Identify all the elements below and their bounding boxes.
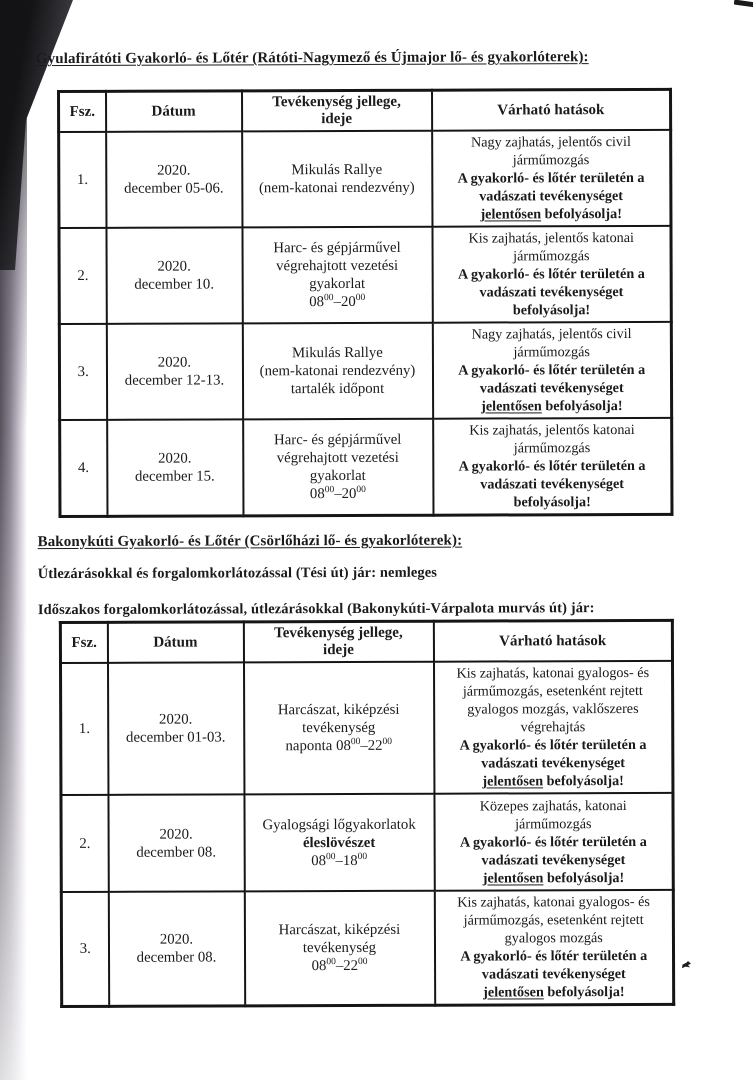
header-activity: Tevékenység jellege, ideje	[242, 90, 432, 131]
header-datum: Dátum	[106, 91, 242, 132]
fsz-cell: 2.	[59, 228, 106, 324]
fsz-cell: 3.	[61, 892, 108, 1007]
activity-cell: Harc- és gépjárművel végrehajtott vezetési gyakorlat $08^{00}-20^{00}$	[243, 419, 433, 516]
date-cell: 2020. december 15.	[107, 419, 243, 516]
date-cell: 2020. december 01-03.	[107, 662, 243, 794]
activity-cell: Gyalogsági lőgyakorlatok éleslövészet $08^{00}-18^{00}$	[244, 794, 434, 892]
schedule-table-gyulafiratot	[57, 88, 673, 518]
fsz-cell: 4.	[60, 420, 107, 517]
table-header-row	[59, 89, 671, 132]
table-row	[61, 890, 673, 1007]
table-row	[59, 226, 671, 324]
fsz-cell: 1.	[59, 132, 106, 228]
fsz-cell: 1.	[61, 663, 108, 795]
date-cell: 2020. december 10.	[106, 227, 242, 323]
effects-cell: Nagy zajhatás, jelentős civil járműmozgás A gyakorló- és lőtér területén a vadászati tevékenységet jelentősen befolyásolja!	[432, 130, 671, 227]
table-row	[60, 418, 672, 517]
activity-cell: Harcászat, kiképzési tevékenység naponta $08^{00}-22^{00}$	[243, 662, 433, 795]
date-cell: 2020. december 05-06.	[106, 131, 242, 227]
header-effects: Várható hatások	[433, 620, 672, 661]
section1-heading: Gyulafirátóti Gyakorló- és Lőtér (Rátóti-Nagymező és Újmajor lő- és gyakorlóterek):	[35, 49, 589, 68]
activity-cell: Harcászat, kiképzési tevékenység $08^{00}-22^{00}$	[244, 891, 434, 1006]
fsz-cell: 3.	[59, 324, 106, 420]
note-tesi-ut: Útlezárásokkal és forgalomkorlátozással (Tési út) jár: nemleges	[37, 564, 438, 583]
date-cell: 2020. december 12-13.	[106, 323, 242, 419]
fsz-cell: 2.	[61, 795, 108, 892]
schedule-table-bakonykuti	[59, 619, 675, 1008]
note-idoszakos: Időszakos forgalomkorlátozással, útlezárásokkal (Bakonykúti-Várpalota murvás út) jár:	[37, 600, 595, 619]
effects-cell: Kis zajhatás, jelentős katonai járműmozgás A gyakorló- és lőtér területén a vadászati tevékenységet befolyásolja!	[433, 418, 672, 515]
effects-cell: Nagy zajhatás, jelentős civil járműmozgás A gyakorló- és lőtér területén a vadászati tevékenységet jelentősen befolyásolja!	[432, 322, 671, 419]
table-header-row	[60, 620, 672, 663]
date-cell: 2020. december 08.	[108, 891, 244, 1006]
effects-cell: Közepes zajhatás, katonai járműmozgás A gyakorló- és lőtér területén a vadászati tevékenységet jelentősen befolyásolja!	[434, 793, 673, 891]
effects-cell: Kis zajhatás, jelentős katonai járműmozgás A gyakorló- és lőtér területén a vadászati tevékenységet befolyásolja!	[432, 226, 671, 323]
table-row	[61, 661, 673, 795]
table-row	[59, 322, 671, 420]
table-row	[61, 793, 673, 892]
activity-cell: Harc- és gépjárművel végrehajtott vezetési gyakorlat $08^{00}-20^{00}$	[242, 227, 432, 324]
date-cell: 2020. december 08.	[108, 794, 244, 891]
effects-cell: Kis zajhatás, katonai gyalogos- és járműmozgás, esetenként rejtett gyalogos mozgás, vaklőszeres végrehajtás A gyakorló- és lőtér területén a vadászati tevékenységet jelentősen befolyásolja!	[433, 661, 672, 794]
activity-cell: Mikulás Rallye (nem-katonai rendezvény)	[242, 131, 432, 228]
header-fsz: Fsz.	[60, 622, 107, 663]
table-row	[59, 130, 671, 228]
activity-cell: Mikulás Rallye (nem-katonai rendezvény) tartalék időpont	[242, 323, 432, 420]
effects-cell: Kis zajhatás, katonai gyalogos- és járműmozgás, esetenként rejtett gyalogos mozgás A gyakorló- és lőtér területén a vadászati tevékenységet jelentősen befolyásolja!	[434, 890, 673, 1005]
header-datum: Dátum	[107, 622, 243, 663]
section2-heading: Bakonykúti Gyakorló- és Lőtér (Csörlőházi lő- és gyakorlóterek):	[37, 532, 463, 551]
header-fsz: Fsz.	[59, 91, 106, 132]
header-effects: Várható hatások	[432, 89, 671, 130]
header-activity: Tevékenység jellege, ideje	[243, 621, 433, 662]
